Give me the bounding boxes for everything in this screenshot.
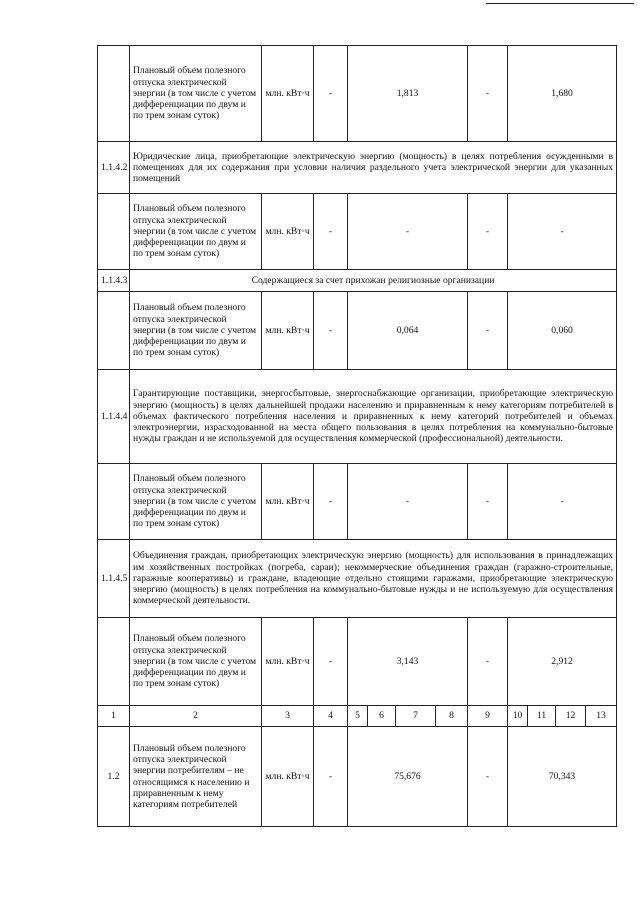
- table-row: [98, 292, 617, 370]
- col-num: 4: [314, 706, 348, 727]
- table-row: [98, 46, 617, 142]
- value-cell: -: [468, 46, 508, 142]
- value-cell: -: [314, 292, 348, 370]
- col-num: 3: [262, 706, 314, 727]
- table-row: [98, 194, 617, 270]
- table-row: [98, 270, 617, 292]
- value-cell: -: [314, 46, 348, 142]
- row-number: 1.1.4.3: [98, 270, 130, 292]
- row-label: Плановый объем полезного отпуска электрической энергии (в том числе с учетом дифференциации по двум и по трем зонам суток): [130, 292, 262, 370]
- value-cell: -: [348, 194, 468, 270]
- row-unit: млн. кВт·ч: [262, 618, 314, 706]
- row-unit: млн. кВт·ч: [262, 464, 314, 540]
- row-unit: млн. кВт·ч: [262, 727, 314, 827]
- value-cell: 1,680: [508, 46, 617, 142]
- value-cell: -: [468, 727, 508, 827]
- column-number-row: [98, 706, 617, 727]
- value-cell: -: [314, 618, 348, 706]
- row-number: [98, 292, 130, 370]
- col-num: 2: [130, 706, 262, 727]
- row-number: [98, 618, 130, 706]
- value-cell: -: [314, 194, 348, 270]
- value-cell: -: [468, 194, 508, 270]
- row-label: Плановый объем полезного отпуска электрической энергии потребителям – не относящимся к населению и приравненным к нему категориям потребителей: [130, 727, 262, 827]
- value-cell: -: [314, 464, 348, 540]
- col-num: 9: [468, 706, 508, 727]
- value-cell: 3,143: [348, 618, 468, 706]
- value-cell: -: [468, 292, 508, 370]
- category-text: Гарантирующие поставщики, энергосбытовые, энергоснабжающие организации, приобретающие электрическую энергию (мощность) в целях дальнейшей продажи населению и приравненным к нему категориям потребителей в объемах фактического потребления населения и приравненных к нему категорий потребителей и объемах электроэнергии, израсходованной на места общего пользования в целях потребления на коммунально-бытовые нужды граждан и не используемой для осуществления коммерческой (профессиональной) деятельности.: [130, 370, 617, 464]
- col-num: 5: [348, 706, 368, 727]
- table-row: [98, 618, 617, 706]
- row-number: 1.1.4.5: [98, 540, 130, 618]
- row-unit: млн. кВт·ч: [262, 194, 314, 270]
- col-num: 11: [528, 706, 556, 727]
- col-num: 7: [396, 706, 436, 727]
- table-row: [98, 370, 617, 464]
- value-cell: -: [508, 194, 617, 270]
- value-cell: 0,064: [348, 292, 468, 370]
- value-cell: 75,676: [348, 727, 468, 827]
- col-num: 8: [436, 706, 468, 727]
- row-label: Плановый объем полезного отпуска электрической энергии (в том числе с учетом дифференциации по двум и по трем зонам суток): [130, 618, 262, 706]
- row-number: 1.1.4.4: [98, 370, 130, 464]
- value-cell: -: [468, 618, 508, 706]
- category-text: Объединения граждан, приобретающих электрическую энергию (мощность) для использования в принадлежащих им хозяйственных постройках (погреба, сараи); некоммерческие объединения граждан (гаражно-строительные, гаражные кооперативы) и граждане, владеющие отдельно стоящими гаражами, приобретающие электрическую энергию (мощность) в целях потребления на коммунально-бытовые нужды и не используемую для осуществления коммерческой деятельности.: [130, 540, 617, 618]
- col-num: 1: [98, 706, 130, 727]
- row-label: Плановый объем полезного отпуска электрической энергии (в том числе с учетом дифференциации по двум и по трем зонам суток): [130, 464, 262, 540]
- row-number: [98, 194, 130, 270]
- category-text: Содержащиеся за счет прихожан религиозные организации: [130, 270, 617, 292]
- row-unit: млн. кВт·ч: [262, 292, 314, 370]
- value-cell: 0,060: [508, 292, 617, 370]
- table-row: [98, 540, 617, 618]
- row-label: Плановый объем полезного отпуска электрической энергии (в том числе с учетом дифференциации по двум и по трем зонам суток): [130, 194, 262, 270]
- category-text: Юридические лица, приобретающие электрическую энергию (мощность) в целях потребления осужденными в помещениях для их содержания при условии наличия раздельного учета электрической энергии для указанных помещений: [130, 142, 617, 194]
- top-rule: [486, 3, 634, 4]
- table-row: [98, 727, 617, 827]
- value-cell: 70,343: [508, 727, 617, 827]
- col-num: 6: [368, 706, 396, 727]
- value-cell: -: [468, 464, 508, 540]
- table-row: [98, 464, 617, 540]
- value-cell: -: [348, 464, 468, 540]
- value-cell: 1,813: [348, 46, 468, 142]
- value-cell: -: [314, 727, 348, 827]
- col-num: 12: [556, 706, 586, 727]
- tariff-table: [97, 45, 617, 827]
- row-unit: млн. кВт·ч: [262, 46, 314, 142]
- value-cell: -: [508, 464, 617, 540]
- row-number: 1.1.4.2: [98, 142, 130, 194]
- value-cell: 2,912: [508, 618, 617, 706]
- table-body: [98, 46, 617, 706]
- row-label: Плановый объем полезного отпуска электрической энергии (в том числе с учетом дифференциации по двум и по трем зонам суток): [130, 46, 262, 142]
- row-number: [98, 464, 130, 540]
- col-num: 13: [586, 706, 617, 727]
- row-number: [98, 46, 130, 142]
- table-row: [98, 142, 617, 194]
- col-num: 10: [508, 706, 528, 727]
- row-number: 1.2: [98, 727, 130, 827]
